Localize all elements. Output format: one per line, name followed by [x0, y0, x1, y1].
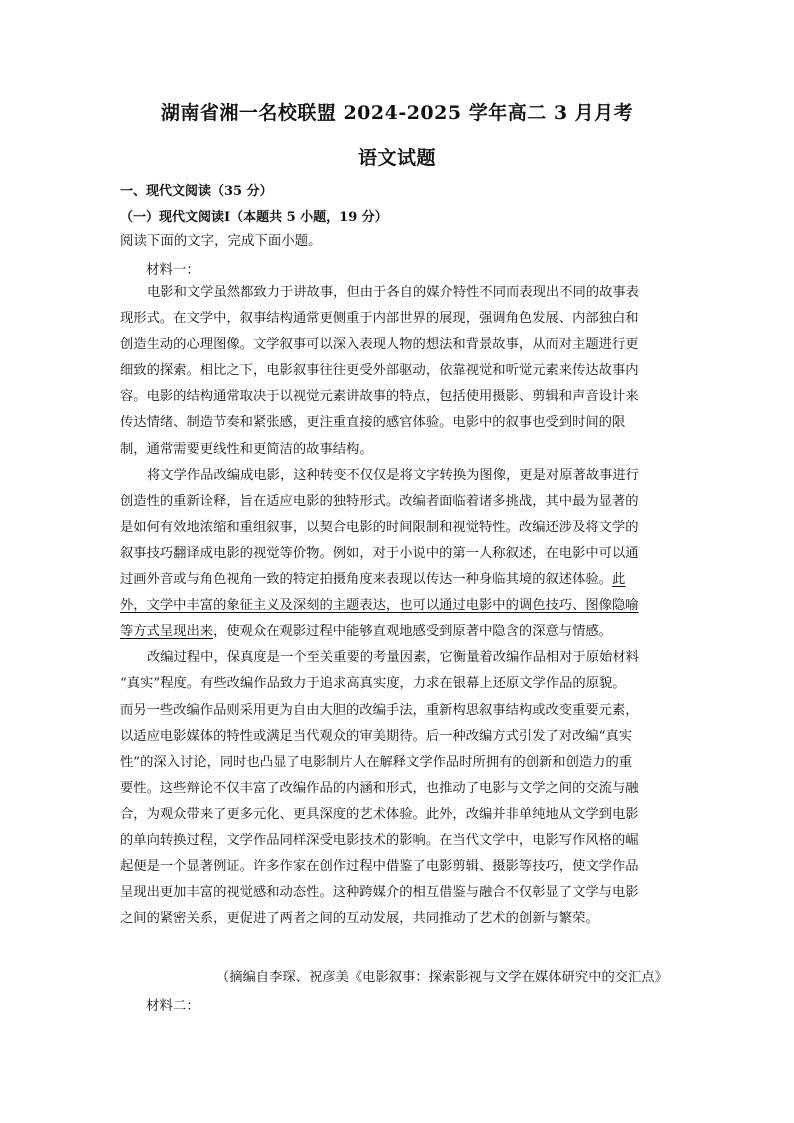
- paragraph-text: ，使观众在观影过程中能够直观地感受到原著中隐含的深意与情感。: [213, 624, 612, 640]
- paragraph-line: 是如何有效地浓缩和重组叙事，以契合电影的时间限制和视觉特性。改编还涉及将文学的: [120, 519, 639, 535]
- paragraph-line: 创造生动的心理图像。文学叙事可以深入表现人物的想法和背景故事，从而对主题进行更: [120, 337, 639, 353]
- paragraph-line: 的单向转换过程，文学作品同样深受电影技术的影响。在当代文学中，电影写作风格的崛: [120, 832, 639, 848]
- underlined-text: 此: [611, 572, 626, 588]
- material-one-label: 材料一：: [146, 263, 200, 278]
- material-one-body: [120, 280, 668, 932]
- paragraph-line: 起便是一个显著例证。许多作家在创作过程中借鉴了电影剪辑、摄影等技巧，使文学作品: [120, 859, 639, 875]
- paragraph-line: [120, 619, 668, 645]
- instruction-text: 阅读下面的文字，完成下面小题。: [120, 234, 322, 249]
- underlined-text: 外，文学中丰富的象征主义及深刻的主题表达，也可以通过电影中的调色技巧、图像隐喻: [120, 598, 639, 614]
- paragraph-line: 要性。这些辩论不仅丰富了改编作品的内涵和形式，也推动了电影与文学之间的交流与融: [120, 780, 639, 796]
- paragraph-line: 性”的深入讨论，同时也凸显了电影制片人在解释文学作品时所拥有的创新和创造力的重: [120, 754, 633, 770]
- paragraph-line: 创造性的重新诠释，旨在适应电影的独特形式。改编者面临着诸多挑战，其中最为显著的: [120, 493, 639, 509]
- material-two-label: 材料二：: [146, 999, 200, 1014]
- paragraph-line: 而另一些改编作品则采用更为自由大胆的改编手法，重新构思叙事结构或改变重要元素，: [120, 702, 639, 718]
- paragraph-line: 合，为观众带来了更多元化、更具深度的艺术体验。此外，改编并非单纯地从文学到电影: [120, 806, 639, 822]
- paragraph-line: 叙事技巧翻译成电影的视觉等价物。例如，对于小说中的第一人称叙述，在电影中可以通: [120, 545, 639, 561]
- underlined-text: 等方式呈现出来: [120, 624, 214, 640]
- paragraph-line: 电影和文学虽然都致力于讲故事，但由于各自的媒介特性不同而表现出不同的故事表: [147, 285, 639, 300]
- paragraph-text: 过画外音或与角色视角一致的特定拍摄角度来表现以传达一种身临其境的叙述体验。: [120, 572, 612, 588]
- paragraph-line: [120, 593, 668, 619]
- paragraph-line: 呈现出更加丰富的视觉感和动态性。这种跨媒介的相互借鉴与融合不仅彰显了文学与电影: [120, 885, 639, 901]
- subsection-heading: （一）现代文阅读Ⅰ（本题共 5 小题，19 分）: [120, 210, 388, 225]
- paragraph-line: 以适应电影媒体的特性或满足当代观众的审美期待。后一种改编方式引发了对改编“真实: [120, 728, 633, 744]
- paragraph-line: 之间的紧密关系，更促进了两者之间的互动发展，共同推动了艺术的创新与繁荣。: [120, 911, 599, 927]
- paragraph-line: 传达情绪、制造节奏和紧张感，更注重直接的感官体验。电影中的叙事也受到时间的限: [120, 415, 626, 431]
- paragraph-line: 制，通常需要更线性和更简洁的故事结构。: [120, 441, 373, 457]
- paragraph-line: 将文学作品改编成电影，这种转变不仅仅是将文字转换为图像，更是对原著故事进行: [147, 467, 639, 483]
- exam-subtitle: 语文试题: [357, 147, 436, 169]
- paragraph-line: [120, 567, 668, 593]
- paragraph-line: 细致的探索。相比之下，电影叙事往往更受外部驱动，依靠视觉和听觉元素来传达故事内: [120, 363, 639, 379]
- paragraph-line: 现形式。在文学中，叙事结构通常更侧重于内部世界的展现，强调角色发展、内部独白和: [120, 311, 639, 327]
- paragraph-line: 改编过程中，保真度是一个至关重要的考量因素，它衡量着改编作品相对于原始材料: [147, 650, 639, 666]
- paragraph-line: “真实”程度。有些改编作品致力于追求高真实度，力求在银幕上还原文学作品的原貌。: [120, 676, 626, 692]
- exam-title: 湖南省湘一名校联盟 2024-2025 学年高二 3 月月考: [160, 102, 634, 124]
- paragraph-line: 容。电影的结构通常取决于以视觉元素讲故事的特点，包括使用摄影、剪辑和声音设计来: [120, 389, 639, 405]
- citation: （摘编自李琛、祝彦美《电影叙事：探索影视与文学在媒体研究中的交汇点》: [215, 970, 668, 985]
- section-heading: 一、现代文阅读（35 分）: [120, 184, 273, 199]
